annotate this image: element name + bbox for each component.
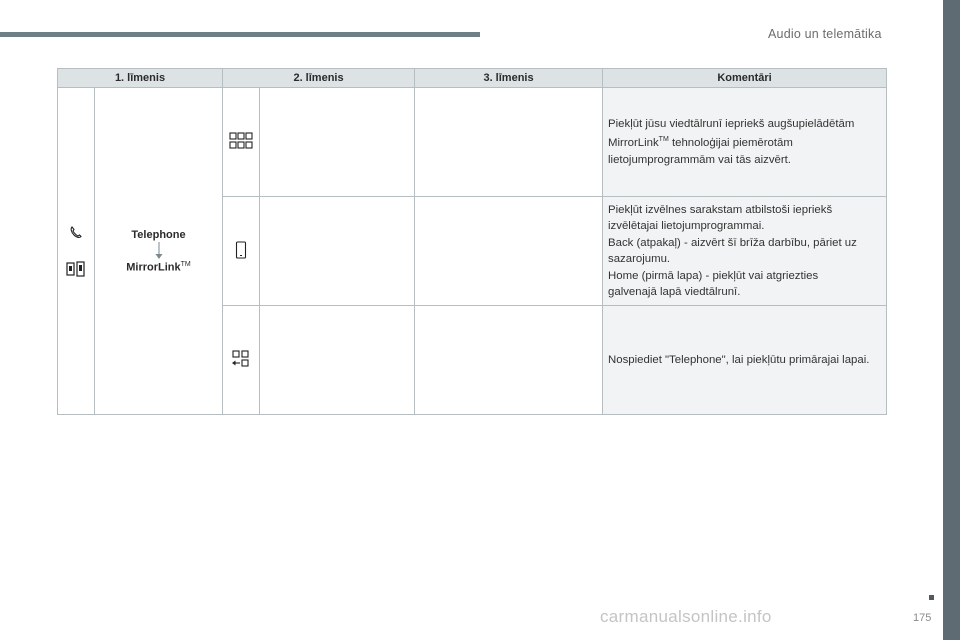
level3-cell (415, 306, 603, 415)
comment-line: Back (atpakaļ) - aizvērt šī brīža darbību, pāriet uz (608, 236, 857, 249)
comment-line: Nospiediet "Telephone", lai piekļūtu primārajai lapai. (608, 353, 870, 366)
level2-telephone: Telephone (131, 228, 186, 241)
comment-line: sazarojumu. (608, 253, 671, 265)
table-row (58, 88, 887, 197)
comment-text: MirrorLink (608, 137, 659, 150)
column-header-level1: 1. līmenis (58, 69, 223, 88)
comment-line: galvenajā lapā viedtālrunī. (608, 286, 741, 298)
mirrorlink-icon (66, 261, 86, 277)
column-header-comments: Komentāri (603, 69, 887, 88)
comment-line: izvēlētajai lietojumprogrammai. (608, 220, 765, 232)
page-number: 175 (913, 612, 932, 624)
comment-cell (603, 306, 887, 415)
trademark: TM (180, 260, 191, 268)
level2-cell (95, 88, 223, 415)
level2-icon-cell (223, 306, 260, 415)
menu-table (57, 68, 887, 415)
level2-blank-cell (260, 88, 415, 197)
watermark: carmanualsonline.info (600, 607, 772, 626)
comment-line: lietojumprogrammām vai tās aizvērt. (608, 153, 791, 166)
phone-handset-icon (69, 225, 83, 239)
comment-text: tehnoloģijai piemērotām (668, 137, 793, 150)
section-title: Audio un telemātika (768, 27, 882, 41)
switch-view-icon (231, 350, 251, 368)
header-bar (0, 32, 480, 37)
level2-blank-cell (260, 197, 415, 306)
level2-mirrorlink: MirrorLink (126, 261, 181, 274)
side-strip (943, 0, 960, 640)
level2-blank-cell (260, 306, 415, 415)
level1-icons-cell (58, 88, 95, 415)
comment-line: Home (pirmā lapa) - piekļūt vai atgriezties (608, 269, 819, 282)
level3-cell (415, 88, 603, 197)
table-header-row (58, 69, 887, 88)
comment-line: Piekļūt izvēlnes sarakstam atbilstoši iepriekš (608, 203, 833, 216)
comment-cell (603, 197, 887, 306)
trademark: TM (658, 136, 669, 144)
comment-line (608, 132, 880, 151)
level2-icon-cell (223, 88, 260, 197)
app-grid-icon (229, 132, 253, 150)
column-header-level2: 2. līmenis (223, 69, 415, 88)
comment-line: Piekļūt jūsu viedtālrunī iepriekš augšupielādētām (608, 117, 855, 130)
arrow-down-icon (155, 242, 163, 260)
level2-icon-cell (223, 197, 260, 306)
comment-cell (603, 88, 887, 197)
page-marker (929, 595, 934, 600)
level3-cell (415, 197, 603, 306)
column-header-level3: 3. līmenis (415, 69, 603, 88)
smartphone-icon (235, 241, 247, 259)
